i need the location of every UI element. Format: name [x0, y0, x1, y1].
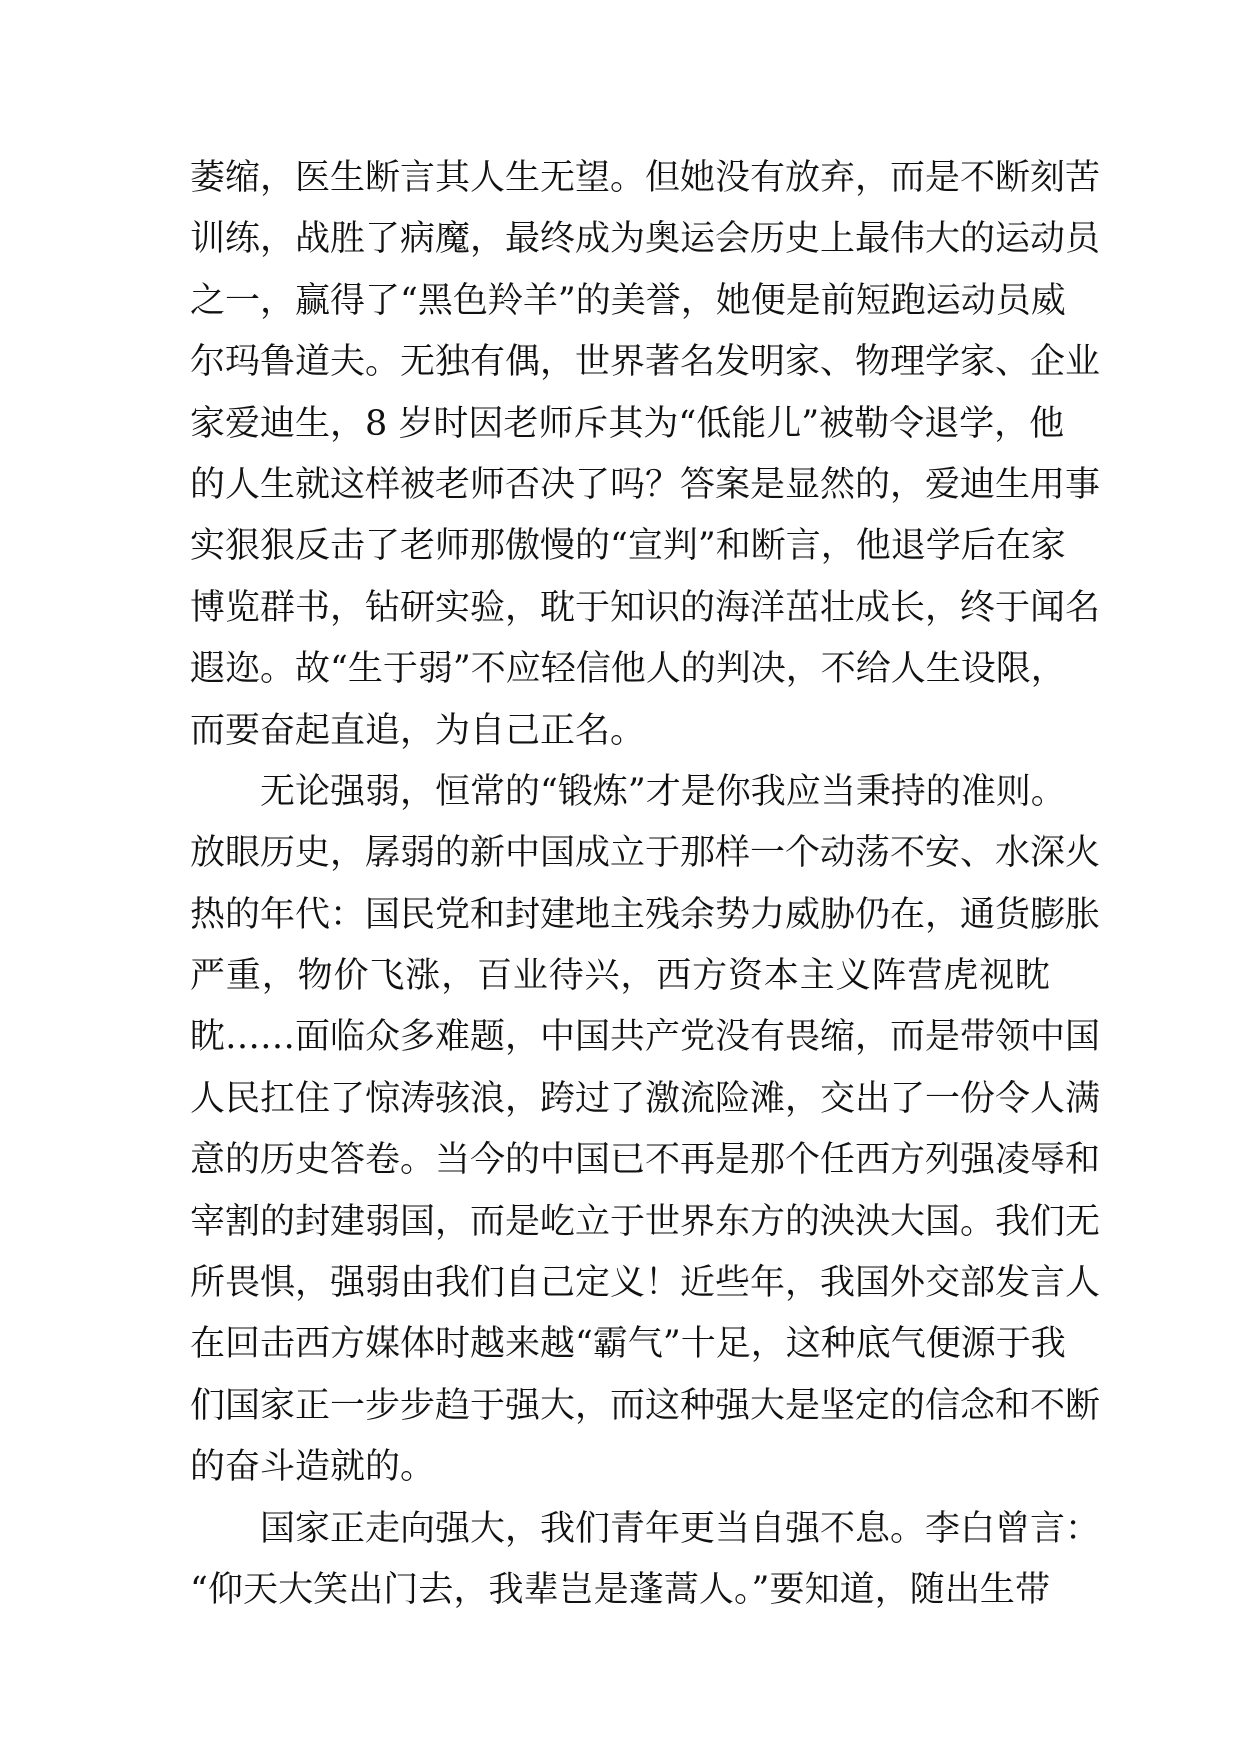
paragraph-start-line: 无论强弱，恒常的“锻炼”才是你我应当秉持的准则。 — [260, 771, 1066, 812]
text-line: 实狠狠反击了老师那傲慢的“宣判”和断言，他退学后在家 — [190, 526, 1066, 567]
text-line: “仰天大笑出门去，我辈岂是蓬蒿人。”要知道，随出生带 — [190, 1569, 1050, 1610]
text-line: 家爱迪生，8 岁时因老师斥其为“低能儿”被勒令退学，他 — [190, 403, 1065, 444]
paragraph-start-line: 国家正走向强大，我们青年更当自强不息。李白曾言： — [260, 1508, 1101, 1549]
text-line: 放眼历史，孱弱的新中国成立于那样一个动荡不安、水深火 — [190, 833, 1101, 874]
text-line: 意的历史答卷。当今的中国已不再是那个任西方列强凌辱和 — [190, 1140, 1101, 1181]
text-line: 之一，赢得了“黑色羚羊”的美誉，她便是前短跑运动员威 — [190, 280, 1066, 321]
text-line: 而要奋起直追，为自己正名。 — [190, 710, 646, 751]
text-line: 尔玛鲁道夫。无独有偶，世界著名发明家、物理学家、企业 — [190, 342, 1101, 383]
body-text — [190, 148, 1101, 1621]
text-line: 在回击西方媒体时越来越“霸气”十足，这种底气便源于我 — [190, 1324, 1066, 1365]
text-line: 严重，物价飞涨，百业待兴，西方资本主义阵营虎视眈 — [190, 956, 1050, 997]
text-line: 博览群书，钻研实验，耽于知识的海洋茁壮成长，终于闻名 — [190, 587, 1101, 628]
text-line: 萎缩，医生断言其人生无望。但她没有放弃，而是不断刻苦 — [190, 158, 1101, 198]
text-line: 人民扛住了惊涛骇浪，跨过了激流险滩，交出了一份令人满 — [190, 1078, 1101, 1119]
text-line: 的人生就这样被老师否决了吗？答案是显然的，爱迪生用事 — [190, 464, 1101, 505]
text-line: 所畏惧，强弱由我们自己定义！近些年，我国外交部发言人 — [190, 1263, 1101, 1304]
text-line: 的奋斗造就的。 — [190, 1447, 436, 1488]
text-line: 宰割的封建弱国，而是屹立于世界东方的泱泱大国。我们无 — [190, 1201, 1101, 1242]
text-line: 眈……面临众多难题，中国共产党没有畏缩，而是带领中国 — [190, 1017, 1101, 1058]
text-line: 训练，战胜了病魔，最终成为奥运会历史上最伟大的运动员 — [190, 219, 1101, 260]
text-line: 遐迩。故“生于弱”不应轻信他人的判决，不给人生设限， — [190, 649, 1066, 690]
text-line: 热的年代：国民党和封建地主残余势力威胁仍在，通货膨胀 — [190, 894, 1101, 935]
text-line: 们国家正一步步趋于强大，而这种强大是坚定的信念和不断 — [190, 1385, 1101, 1426]
